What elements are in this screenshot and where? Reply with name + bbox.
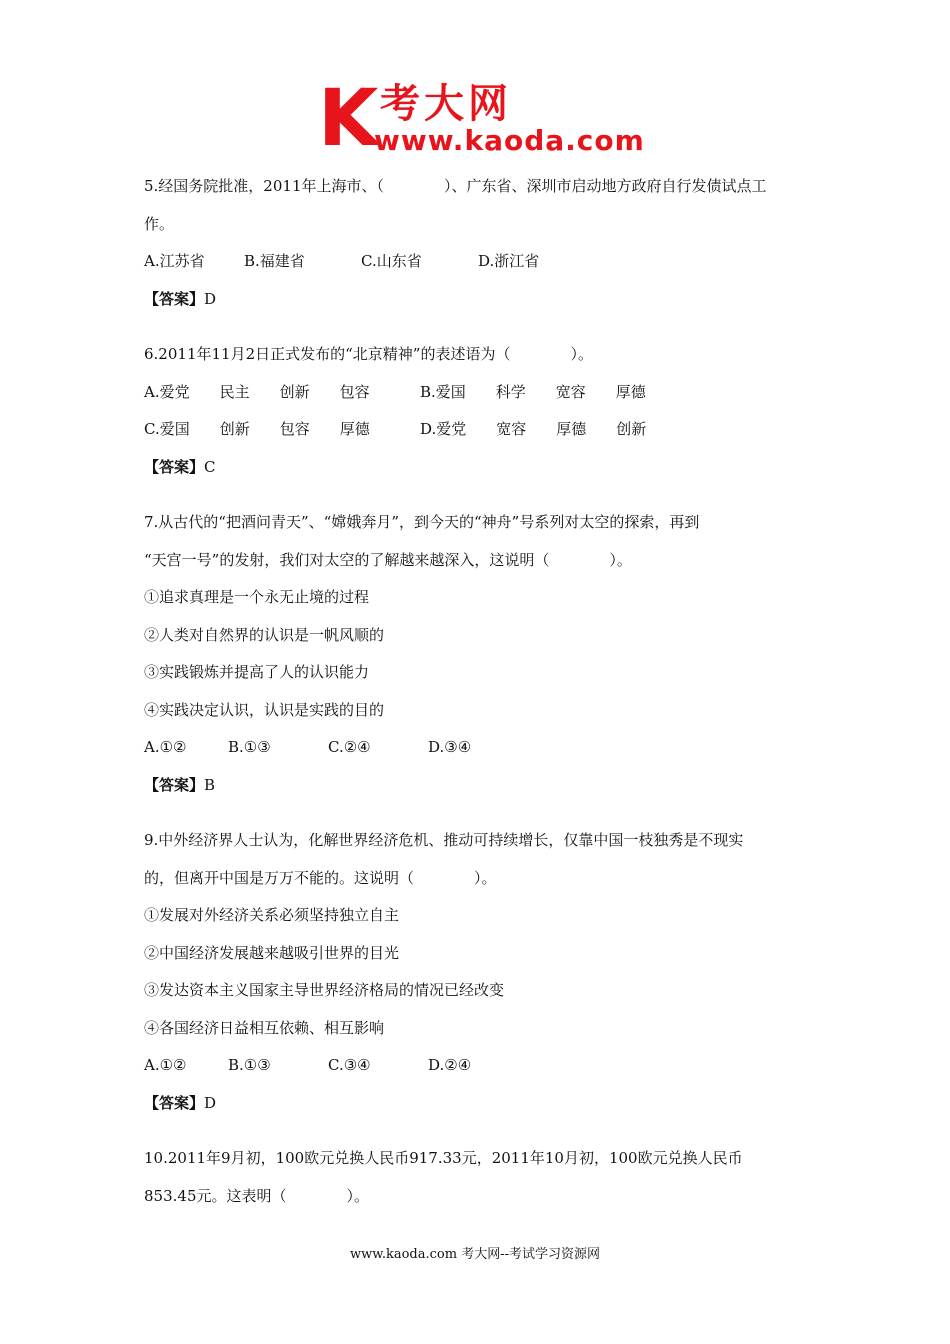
statement: ④实践决定认识，认识是实践的目的 bbox=[144, 700, 385, 719]
statement: ③实践锻炼并提高了人的认识能力 bbox=[144, 663, 370, 681]
option-b: B.爱国 科学 宽容 厚德 bbox=[420, 382, 646, 401]
question-stem: 6.2011年11月2日正式发布的“北京精神”的表述语为（ ）。 bbox=[144, 345, 593, 363]
question-6 bbox=[144, 336, 816, 486]
question-stem: 7.从古代的“把酒问青天”、“嫦娥奔月”，到今天的“神舟”号系列对太空的探索，再到 bbox=[144, 513, 700, 531]
kaoda-logo bbox=[318, 74, 648, 164]
option-b: B.①③ bbox=[228, 738, 271, 756]
question-10 bbox=[144, 1140, 816, 1215]
option-a: A.爱党 民主 创新 包容 bbox=[144, 382, 370, 401]
answer-tag: 【答案】 bbox=[144, 775, 205, 794]
option-d: D.浙江省 bbox=[478, 252, 540, 270]
question-9 bbox=[144, 822, 816, 1122]
option-b: B.福建省 bbox=[244, 252, 305, 270]
option-row bbox=[144, 411, 816, 449]
page-footer: www.kaoda.com 考大网--考试学习资源网 bbox=[350, 1247, 600, 1262]
question-stem: “天宫一号”的发射，我们对太空的了解越来越深入，这说明（ ）。 bbox=[144, 550, 632, 569]
option-a: A.江苏省 bbox=[144, 252, 205, 270]
answer-tag: 【答案】 bbox=[144, 289, 205, 308]
logo-k-mark: K bbox=[318, 74, 379, 164]
answer-value: D bbox=[204, 289, 217, 308]
answer-line bbox=[144, 281, 816, 319]
option-a: A.①② bbox=[144, 1056, 187, 1074]
option-c: C.山东省 bbox=[361, 252, 422, 270]
statement: ②人类对自然界的认识是一帆风顺的 bbox=[144, 625, 385, 644]
answer-tag: 【答案】 bbox=[144, 457, 205, 476]
answer-value: B bbox=[204, 775, 216, 794]
answer-value: C bbox=[204, 457, 216, 476]
answer-line bbox=[144, 1085, 816, 1123]
option-row bbox=[144, 243, 816, 281]
logo-name: 考大网 bbox=[380, 81, 512, 127]
option-c: C.爱国 创新 包容 厚德 bbox=[144, 420, 370, 438]
question-stem: 853.45元。这表明（ ）。 bbox=[144, 1186, 369, 1205]
question-stem: 9.中外经济界人士认为，化解世界经济危机、推动可持续增长，仅靠中国一枝独秀是不现实 bbox=[144, 831, 744, 849]
question-5 bbox=[144, 168, 816, 318]
question-stem: 作。 bbox=[144, 214, 175, 233]
question-stem: 10.2011年9月初，100欧元兑换人民币917.33元，2011年10月初，100欧元兑换人民币 bbox=[144, 1149, 743, 1167]
statement: ①追求真理是一个永无止境的过程 bbox=[144, 588, 370, 606]
option-c: C.②④ bbox=[328, 738, 371, 756]
answer-value: D bbox=[204, 1093, 217, 1112]
option-row bbox=[144, 1047, 816, 1085]
option-row bbox=[144, 729, 816, 767]
logo-url: www.kaoda.com bbox=[374, 124, 645, 157]
statement: ②中国经济发展越来越吸引世界的目光 bbox=[144, 943, 400, 962]
question-stem: 5.经国务院批准，2011年上海市、（ ）、广东省、深圳市启动地方政府自行发债试点工 bbox=[144, 177, 767, 195]
option-row bbox=[144, 374, 816, 412]
option-c: C.③④ bbox=[328, 1056, 371, 1074]
question-stem: 的，但离开中国是万万不能的。这说明（ ）。 bbox=[144, 868, 497, 887]
answer-tag: 【答案】 bbox=[144, 1093, 205, 1112]
option-d: D.②④ bbox=[428, 1056, 472, 1074]
answer-line bbox=[144, 767, 816, 805]
option-d: D.③④ bbox=[428, 738, 472, 756]
answer-line bbox=[144, 449, 816, 487]
statement: ①发展对外经济关系必须坚持独立自主 bbox=[144, 906, 400, 924]
document-body bbox=[144, 168, 816, 1215]
statement: ④各国经济日益相互依赖、相互影响 bbox=[144, 1018, 385, 1037]
statement: ③发达资本主义国家主导世界经济格局的情况已经改变 bbox=[144, 981, 505, 999]
option-b: B.①③ bbox=[228, 1056, 271, 1074]
question-7 bbox=[144, 504, 816, 804]
option-a: A.①② bbox=[144, 738, 187, 756]
option-d: D.爱党 宽容 厚德 创新 bbox=[420, 420, 647, 438]
